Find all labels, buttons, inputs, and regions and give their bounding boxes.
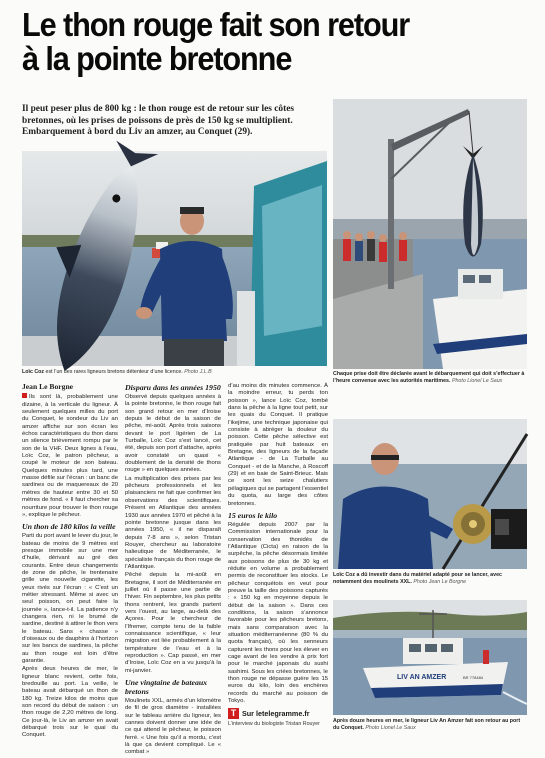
byline: Jean Le Borgne bbox=[22, 382, 74, 391]
subhead-15-euros: 15 euros le kilo bbox=[228, 510, 278, 520]
col2-paragraph-1: Observé depuis quelques années à la pointe bretonne, le thon rouge fait son grand retour en mer d’Iroise depuis le début de la saison de pêche, mi-août. Après trois saisons devant le port ligérien de La Turballe, Loïc Coz s’est lancé, cet été, depuis son port d’attache, après avoir constaté un quasi « doublement de la densité de thons rouge » en quelques années. bbox=[125, 394, 221, 474]
col1-paragraph-3: Après deux heures de mer, le ligneur blanc revient, cette fois, bredouille au port. La veille, le bateau avait débarqué un thon de 180 kg. Treize kilos de moins que son record du début de saison : un thon rouge de 2,20 mètres de long. Ce jour-là, le Liv an amzer en avait débarqué trois sur le quai du Conquet. bbox=[22, 666, 118, 739]
subhead-disparu: Disparu dans les années 1950 bbox=[125, 383, 221, 392]
boat-caption-bold: Après douze heures en mer, le ligneur Liv An Amzer fait son retour au port du Conquet. bbox=[333, 718, 521, 731]
crane-caption-credit: Photo Lionel Le Saux bbox=[451, 377, 503, 384]
headline-line-1: Le thon rouge fait son retour bbox=[22, 6, 410, 43]
standfirst: Il peut peser plus de 800 kg : le thon rouge est de retour sur les côtes bretonnes, où les prises de poissons de près de 150 kg se multiplient. Embarquement à bord du Liv an amzer, au Conquet (29). bbox=[22, 104, 295, 138]
crane-tuna-image bbox=[333, 99, 527, 369]
reel-photo bbox=[333, 419, 527, 569]
reel-caption-credit: Photo Jean Le Borgne bbox=[413, 578, 467, 585]
col2-paragraph-3: Pêché depuis la mi-août en Bretagne, il sort de Méditerranée en juillet où il passe une partie de l’hiver. Fin septembre, les plus petits thons rentrent, les grands partent vers l’ouest, au large, au-delà des Açores. Pour le chercheur de l’Ifremer, compte tenu de la faible connaissance scientifique, « leur migration est liée probablement à la température de l’eau et à la reproduction ». Cap passé, en mer d’Iroise, Loïc Coz en a vu jusqu’à la mi-janvier. bbox=[125, 572, 221, 674]
subhead-thon-180-kilos: Un thon de 180 kilos la veille bbox=[22, 522, 116, 532]
main-photo-caption bbox=[22, 369, 327, 376]
main-caption-bold: Loïc Coz bbox=[22, 369, 45, 375]
headline bbox=[22, 8, 492, 76]
main-photo bbox=[22, 151, 327, 366]
boat-photo-caption bbox=[333, 718, 527, 731]
boat-photo bbox=[333, 600, 527, 715]
subhead-vingtaine-bateaux: Une vingtaine de bateaux bretons bbox=[125, 678, 208, 697]
boat-return-image bbox=[333, 600, 527, 715]
reel-photo-caption bbox=[333, 572, 527, 585]
fisherman-reel-image bbox=[333, 419, 527, 569]
article-column-1 bbox=[22, 383, 118, 741]
red-square-icon bbox=[22, 393, 27, 398]
fisherman-tuna-image bbox=[22, 151, 327, 366]
crane-photo bbox=[333, 99, 527, 369]
main-caption-credit: Photo J.L.B bbox=[184, 369, 212, 375]
col2-paragraph-2: La multiplication des prises par les pêcheurs professionnels et les plaisanciers ne fait que confirmer les observations des scientifiques. Présent en Atlantique des années 1930 aux années 1970 et pêché à la pointe bretonne jusque dans les années 1950, « il ne disparaît depuis 7-8 ans », selon Tristan Rouyer, chercheur au laboratoire halieutique de Méditerranée, le spécialiste français du thon rouge de l’Atlantique. bbox=[125, 475, 221, 570]
col1-paragraph-2: Parti du port avant le lever du jour, le bateau de moins de 9 mètres est presque immobile sur une mer d’huile, dérivant au gré des courants. Entre deux changements de zone de pêche, le trentenaire grille une nouvelle cigarette, les yeux rivés sur l’écran : « C’est un métier stressant. Même si avec un seul poisson, on peut faire la journée », lance-t-il. La patience n’y changera rien, ni le brumé de sardine, destiné à attirer le thon vers le bateau. Sans « chasse » d’oiseaux ou de dauphins à l’horizon sur les bancs de sardines, la pêche au thon rouge est loin d’être garantie. bbox=[22, 533, 118, 665]
article-column-3 bbox=[228, 383, 328, 706]
col1-paragraph-1: Ils sont là, probablement une dizaine, à la verticale du ligneur. À seulement quelques milles du port du Conquet, le sondeur du Liv an amzer affiche sur son écran les échos caractéristiques du thon dans un silence brièvement rompu par le son de la VHF. Deux lignes à l’eau, Loïc Coz, le patron pêcheur, a coupé le moteur de son bateau. Quelques minutes plus tard, une masse défile sur l’écran : un banc de sardines ou de maquereaux de 20 mètres de hauteur entre 30 et 50 mètres de fond. « Il faut chercher sa nourriture pour trouver le thon rouge », explique le pêcheur. bbox=[22, 394, 118, 518]
web-promo-label[interactable]: Sur letelegramme.fr bbox=[242, 709, 310, 718]
crane-caption-bold: Chaque prise doit être déclarée avant le débarquement qui doit s’effectuer à l’heure convenue avec les autorités maritimes. bbox=[333, 371, 525, 384]
reel-caption-bold: Loïc Coz a dû investir dans du matériel adapté pour se lancer, avec notamment des moulinets XXL. bbox=[333, 572, 502, 585]
boat-reg-text: BR 778484 bbox=[463, 675, 484, 680]
col3-paragraph-1: d’au moins dix minutes commence. À la moindre erreur, tu perds ton poisson », lance Loïc Coz, tombé dans la pêche à la ligne tout petit, sur les quais du Conquet. Il pratique l’ikejime, une technique japonaise qui consiste à abréger la douleur du poisson. Cette pêche sélective est pratiquée par huit bateaux en Bretagne, des ligneurs de la façade Atlantique - de La Turballe au Conquet - et de la Manche, à Roscoff (29) et en baie de Saint-Brieuc. Mais ce sont les seize chalutiers pélagiques qui se partagent l’essentiel du quota, au large des côtes bretonnes. bbox=[228, 383, 328, 507]
telegramme-logo-icon: T bbox=[228, 708, 239, 719]
main-caption-text: est l’un des rares ligneurs bretons détenteur d’une licence. bbox=[44, 369, 183, 375]
crane-photo-caption bbox=[333, 371, 527, 384]
boat-name-text: LIV AN AMZER bbox=[397, 674, 447, 681]
col3-paragraph-2: Régulée depuis 2007 par la Commission internationale pour la conservation des thonidés de l’Atlantique (Cicta) en raison de la surpêche, la pêche désormais limitée aux poissons de plus de 30 kg et réduite en volume a probablement permis de reconstituer les stocks. Le pêcheur conquétois en veut pour preuve la taille des poissons capturés : « 150 kg en moyenne depuis le début de la saison ». Dans ces conditions, la saison s’annonce favorable pour les pêcheurs bretons, mais sans comparaison avec la situation méditerranéenne (80 % du quota français), où les senneurs capturent les thons pour les élever en cage avant de les vendre à prix fort pour le marché japonais du sushi sashimi. Sous les criées bretonnes, le thon rouge ne dépasse guère les 15 euros du kilo, loin des enchères records du marché au poisson de Tokyo. bbox=[228, 521, 328, 705]
web-promo-text: L’interview du biologiste Tristan Rouyer bbox=[228, 721, 320, 727]
boat-caption-credit: Photo Lionel Le Saux bbox=[365, 724, 416, 731]
col2-paragraph-4: Moulinets XXL, armés d’un kilomètre de fil de gros diamètre - installées sur le tableau arrière du ligneur, les cannes doivent donner une idée de ce qui attend le pêcheur, le poisson ferré. « Une fois qu’il a mordu, c’est là que ça devient compliqué. Le « combat » bbox=[125, 698, 221, 756]
headline-line-2: à la pointe bretonne bbox=[22, 40, 292, 77]
article-column-2 bbox=[125, 383, 221, 758]
web-promo[interactable] bbox=[228, 708, 330, 727]
